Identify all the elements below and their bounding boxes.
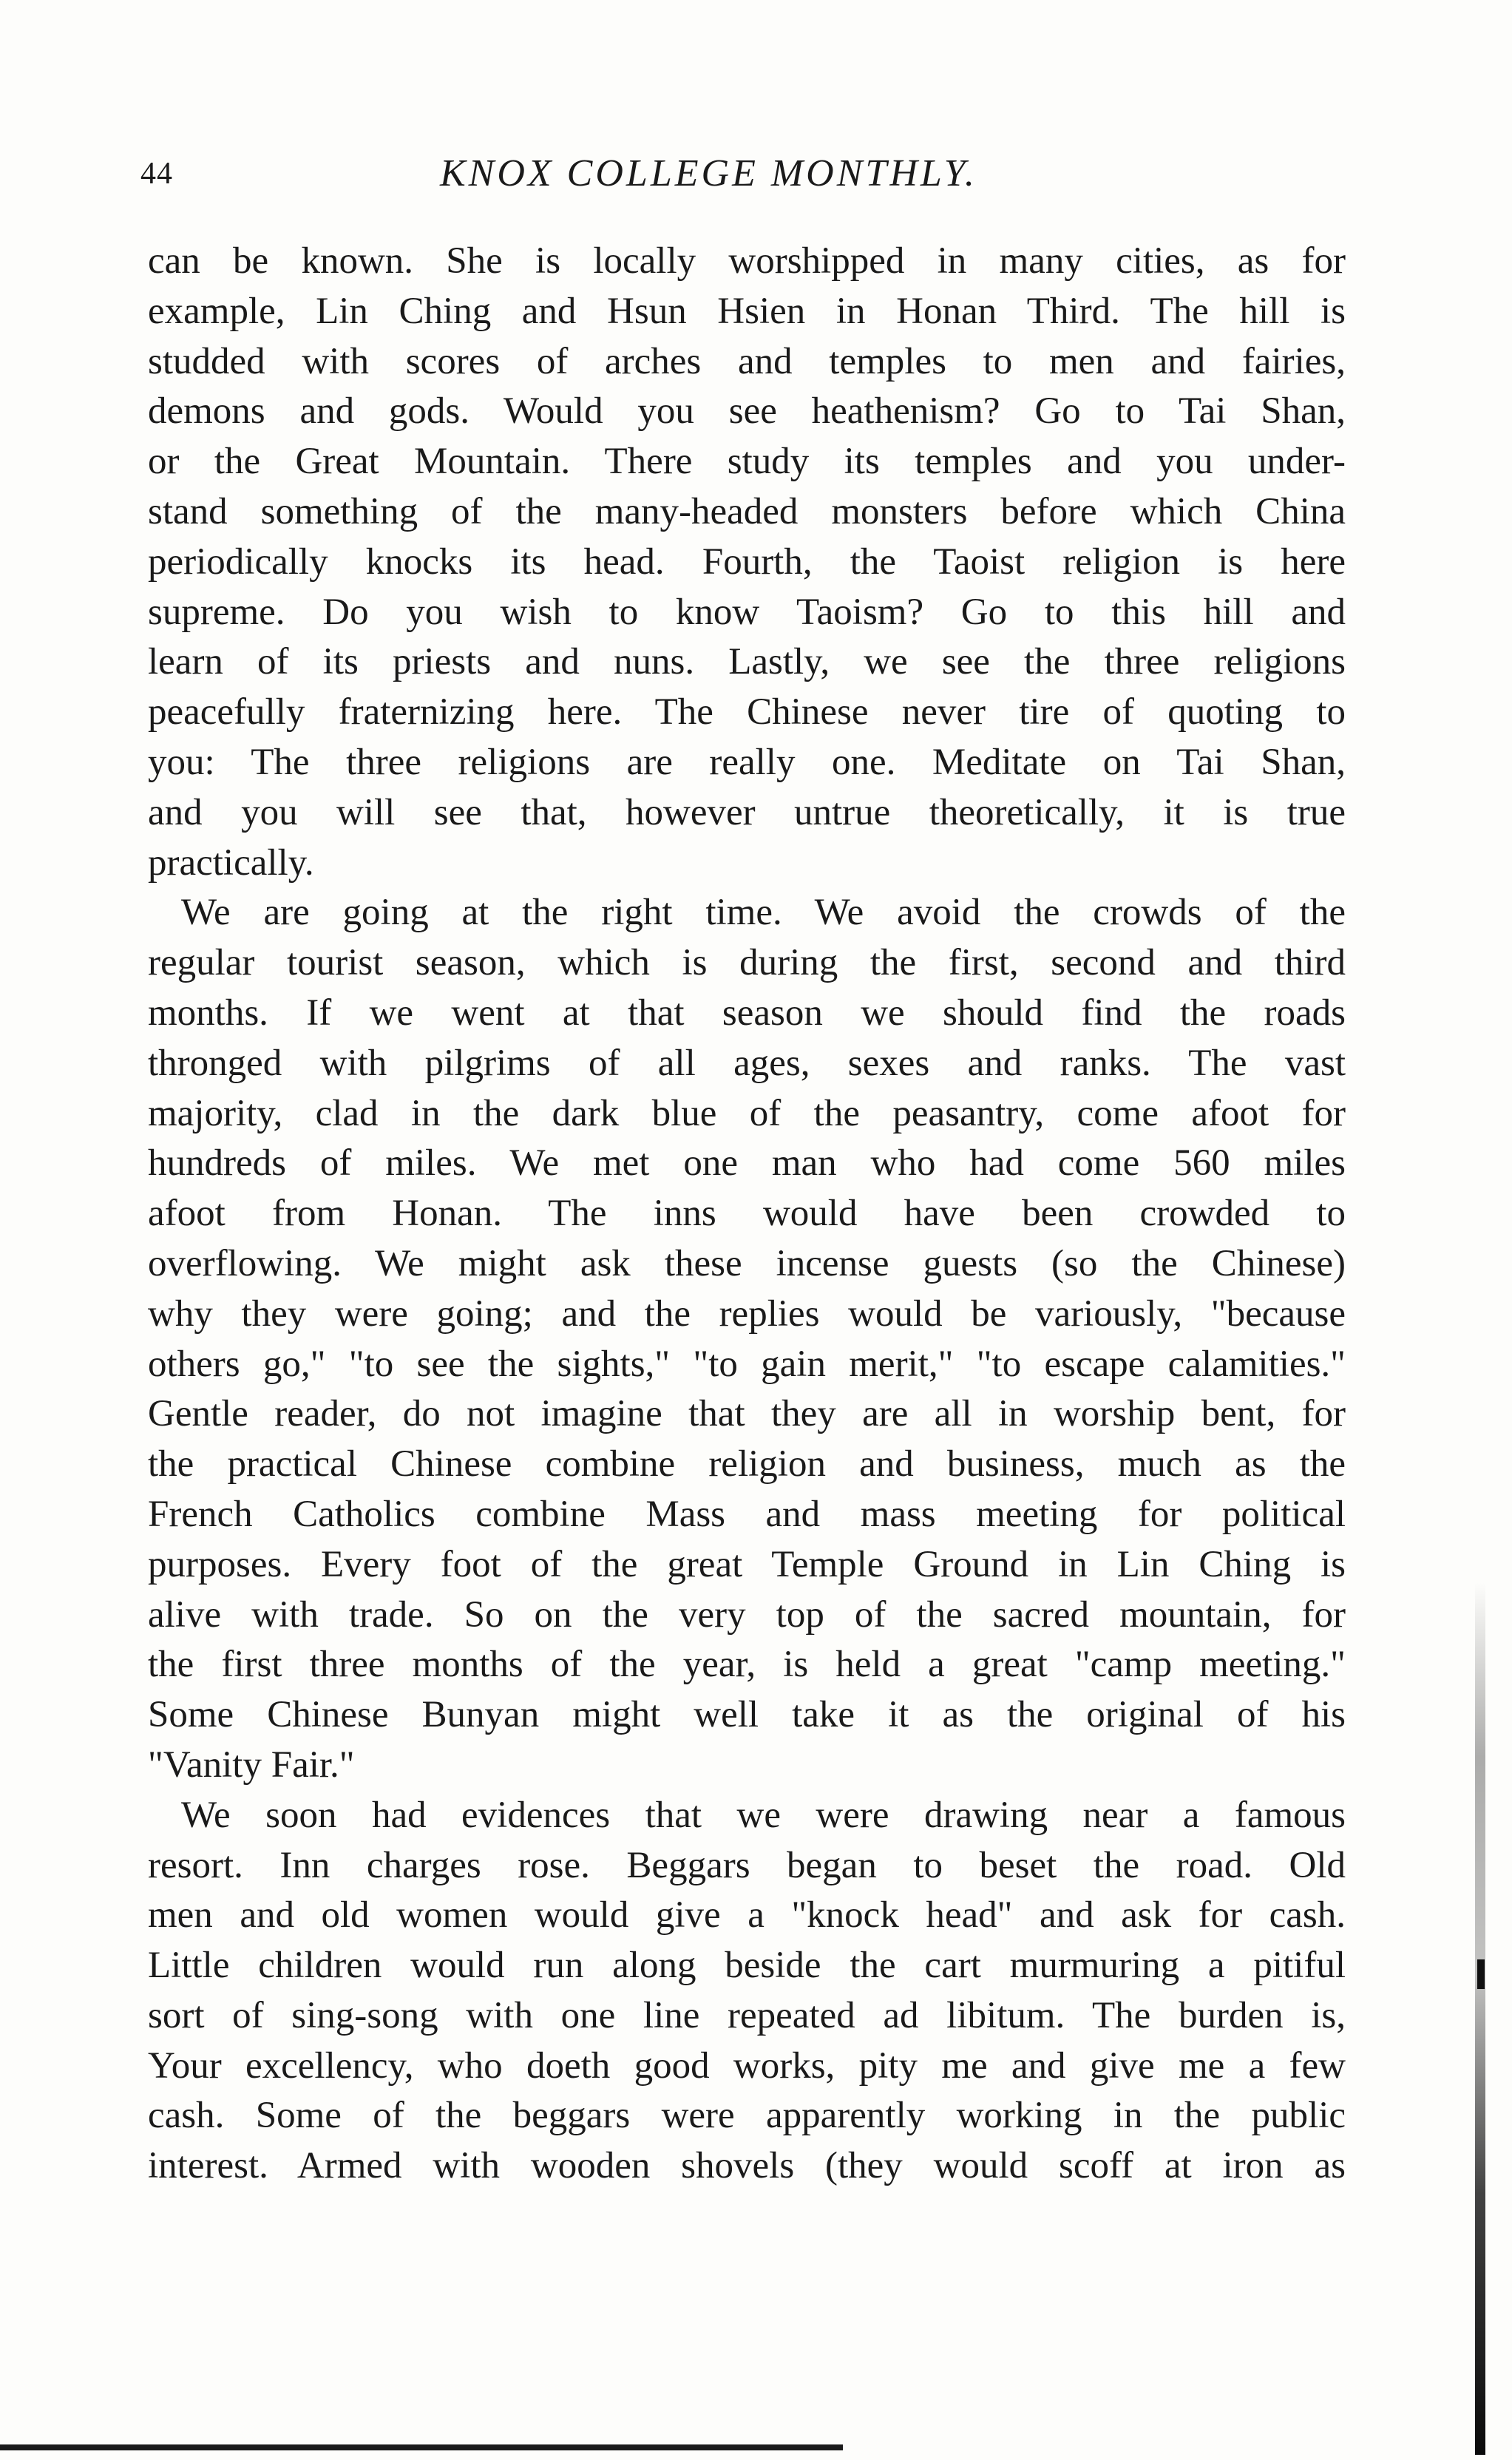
text-line: Your excellency, who doeth good works, pity me and give me a few — [148, 2044, 1346, 2087]
body-text — [148, 237, 1346, 2192]
text-line: you: The three religions are really one. Meditate on Tai Shan, — [148, 741, 1346, 783]
text-line: supreme. Do you wish to know Taoism? Go to this hill and — [148, 591, 1346, 633]
text-line: or the Great Mountain. There study its temples and you under- — [148, 441, 1346, 483]
text-line: the first three months of the year, is held a great "camp meeting." — [148, 1644, 1346, 1686]
text-line: months. If we went at that season we should find the roads — [148, 992, 1346, 1034]
text-line: Little children would run along beside the cart murmuring a pitiful — [148, 1945, 1346, 1987]
text-line: men and old women would give a "knock head" and ask for cash. — [148, 1894, 1346, 1937]
text-line: periodically knocks its head. Fourth, the Taoist religion is here — [148, 541, 1346, 583]
text-line: and you will see that, however untrue theoretically, it is true — [148, 791, 1346, 833]
text-line: regular tourist season, which is during the first, second and third — [148, 942, 1346, 984]
text-line: Gentle reader, do not imagine that they are all in worship bent, for — [148, 1393, 1346, 1435]
binding-shadow — [1475, 1582, 1485, 2455]
paragraph-end-line: practically. — [148, 841, 314, 884]
text-line: French Catholics combine Mass and mass meeting for political — [148, 1493, 1346, 1535]
text-line: alive with trade. So on the very top of the sacred mountain, for — [148, 1593, 1346, 1636]
text-line: the practical Chinese combine religion and business, much as the — [148, 1443, 1346, 1485]
text-line: afoot from Honan. The inns would have been crowded to — [148, 1193, 1346, 1235]
text-line: hundreds of miles. We met one man who had come 560 miles — [148, 1142, 1346, 1185]
text-line: thronged with pilgrims of all ages, sexes and ranks. The vast — [148, 1042, 1346, 1084]
text-line: studded with scores of arches and temples to men and fairies, — [148, 340, 1346, 382]
text-line: resort. Inn charges rose. Beggars began to beset the road. Old — [148, 1844, 1346, 1886]
text-line: sort of sing-song with one line repeated ad libitum. The burden is, — [148, 1994, 1346, 2036]
text-line: demons and gods. Would you see heathenism? Go to Tai Shan, — [148, 390, 1346, 433]
text-line: purposes. Every foot of the great Temple Ground in Lin Ching is — [148, 1543, 1346, 1585]
paragraph-end-line: "Vanity Fair." — [148, 1744, 355, 1786]
text-line: others go," "to see the sights," "to gain merit," "to escape calamities." — [148, 1343, 1346, 1385]
text-line: example, Lin Ching and Hsun Hsien in Honan Third. The hill is — [148, 290, 1346, 332]
text-line: overflowing. We might ask these incense guests (so the Chinese) — [148, 1242, 1346, 1284]
bottom-rule — [0, 2444, 843, 2450]
binding-mark — [1477, 1959, 1485, 1989]
text-line: interest. Armed with wooden shovels (they would scoff at iron as — [148, 2145, 1346, 2187]
text-line: why they were going; and the replies would be variously, "because — [148, 1292, 1346, 1335]
text-line: learn of its priests and nuns. Lastly, we see the three religions — [148, 641, 1346, 683]
text-line: peacefully fraternizing here. The Chinese never tire of quoting to — [148, 691, 1346, 733]
paragraph-start-line: We are going at the right time. We avoid the crowds of the — [181, 892, 1346, 934]
paragraph-start-line: We soon had evidences that we were drawing near a famous — [181, 1794, 1346, 1836]
text-line: can be known. She is locally worshipped in many cities, as for — [148, 240, 1346, 282]
text-line: majority, clad in the dark blue of the peasantry, come afoot for — [148, 1092, 1346, 1134]
text-line: cash. Some of the beggars were apparently working in the public — [148, 2095, 1346, 2137]
text-line: Some Chinese Bunyan might well take it as the original of his — [148, 1694, 1346, 1736]
page-number: 44 — [140, 157, 173, 191]
page-header — [140, 152, 1353, 203]
running-title: KNOX COLLEGE MONTHLY. — [440, 152, 977, 194]
text-line: stand something of the many-headed monsters before which China — [148, 490, 1346, 532]
